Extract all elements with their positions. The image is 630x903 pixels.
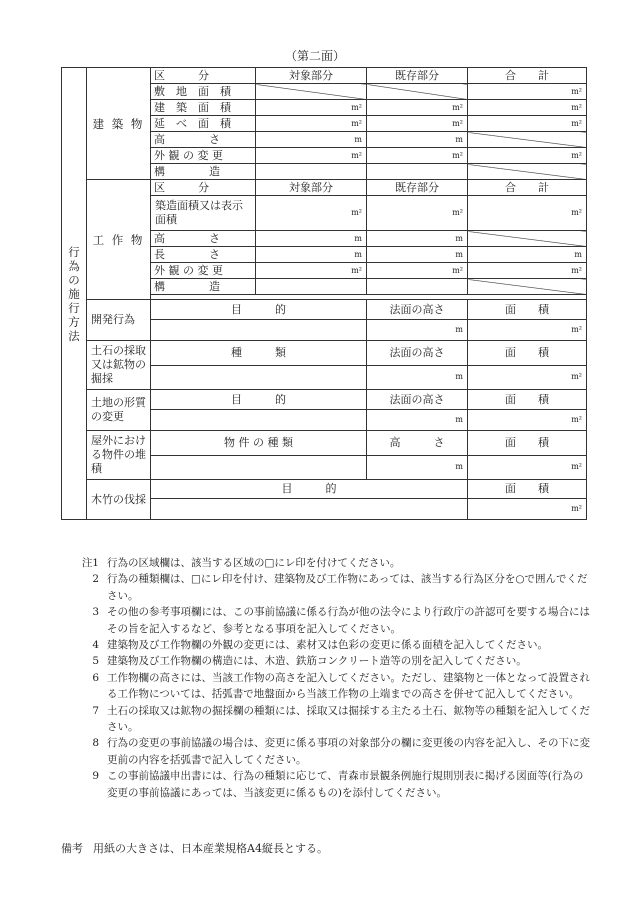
building-header-existing: 既存部分 — [367, 68, 468, 84]
input-cell[interactable] — [151, 410, 367, 431]
note-number: 注1 — [81, 557, 99, 569]
list-item — [61, 703, 591, 736]
list-item — [61, 670, 591, 703]
unit-m[interactable]: m — [256, 247, 367, 263]
structure-header-category: 区 分 — [151, 180, 256, 196]
remarks-text: 用紙の大きさは、日本産業規格A4縦長とする。 — [93, 842, 328, 855]
slash-cell — [256, 84, 367, 100]
unit-m2[interactable]: m² — [367, 263, 468, 279]
note-number: 9 — [92, 770, 99, 783]
unit-m[interactable]: m — [367, 320, 468, 341]
list-item — [61, 571, 591, 604]
outdoor-label: 屋外における物件の堆積 — [87, 431, 151, 480]
bamboo-label: 木竹の伐採 — [87, 480, 151, 520]
note-number: 6 — [92, 671, 99, 684]
building-header-target: 対象部分 — [256, 68, 367, 84]
slash-cell — [468, 132, 587, 148]
structure-header-target: 対象部分 — [256, 180, 367, 196]
development-col-purpose: 目 的 — [151, 300, 367, 320]
unit-m[interactable]: m — [367, 410, 468, 431]
note-text: 行為の区域欄は、該当する区域の□にレ印を付けてください。 — [107, 557, 401, 569]
unit-m[interactable]: m — [367, 247, 468, 263]
row-label: 外 観 の 変 更 — [151, 148, 256, 164]
note-text: その他の参考事項欄には、この事前協議に係る行為が他の法令により行政庁の許認可を要する場合にはその旨を記入するなど、参考となる事項を記入してください。 — [107, 606, 590, 635]
row-label: 高 さ — [151, 132, 256, 148]
input-cell[interactable] — [256, 164, 367, 180]
row-label: 長 さ — [151, 247, 256, 263]
input-cell[interactable] — [151, 320, 367, 341]
input-cell[interactable] — [367, 279, 468, 295]
land-label: 土地の形質の変更 — [87, 390, 151, 431]
unit-m2[interactable]: m² — [256, 100, 367, 116]
page-title: （第二面） — [284, 49, 345, 63]
outdoor-col-height: 高 さ — [367, 431, 468, 456]
note-number: 7 — [92, 704, 99, 717]
note-text: 行為の変更の事前協議の場合は、変更に係る事項の対象部分の欄に変更後の内容を記入し、その下に変更前の内容を括弧書で記入してください。 — [107, 737, 590, 766]
unit-m2[interactable]: m² — [468, 116, 587, 132]
row-label: 構 造 — [151, 164, 256, 180]
list-item — [61, 768, 591, 801]
unit-m[interactable]: m — [468, 247, 587, 263]
application-form-table — [61, 67, 587, 520]
unit-m2[interactable]: m² — [367, 196, 468, 231]
unit-m2[interactable]: m² — [468, 148, 587, 164]
note-text: 建築物及び工作物欄の構造には、木造、鉄筋コンクリート造等の別を記入してください。 — [107, 655, 527, 668]
structure-header-total: 合 計 — [468, 180, 587, 196]
unit-m2[interactable]: m² — [468, 196, 587, 231]
input-cell[interactable] — [367, 164, 468, 180]
note-text: 建築物及び工作物欄の外観の変更には、素材又は色彩の変更に係る面積を記入してください。 — [107, 639, 548, 652]
structure-label: 工 作 物 — [87, 180, 151, 300]
outdoor-col-area: 面 積 — [468, 431, 587, 456]
input-cell[interactable] — [256, 279, 367, 295]
unit-m2[interactable]: m² — [367, 116, 468, 132]
note-number: 2 — [92, 573, 99, 586]
unit-m2[interactable]: m² — [468, 84, 587, 100]
note-number: 8 — [92, 737, 99, 750]
input-cell[interactable] — [151, 365, 367, 390]
development-label: 開発行為 — [87, 300, 151, 341]
input-cell[interactable] — [151, 499, 468, 520]
row-label: 構 造 — [151, 279, 256, 295]
quarry-label: 土石の採取又は鉱物の掘採 — [87, 341, 151, 390]
unit-m2[interactable]: m² — [468, 499, 587, 520]
row-label: 敷 地 面 積 — [151, 84, 256, 100]
row-label: 延 べ 面 積 — [151, 116, 256, 132]
note-number: 5 — [92, 655, 99, 668]
unit-m2[interactable]: m² — [256, 116, 367, 132]
slash-cell — [468, 279, 587, 295]
quarry-col-area: 面 積 — [468, 341, 587, 366]
unit-m2[interactable]: m² — [367, 148, 468, 164]
unit-m2[interactable]: m² — [256, 263, 367, 279]
unit-m2[interactable]: m² — [256, 148, 367, 164]
land-col-area: 面 積 — [468, 390, 587, 410]
note-number: 4 — [92, 639, 99, 652]
unit-m2[interactable]: m² — [468, 320, 587, 341]
row-label: 高 さ — [151, 231, 256, 247]
unit-m[interactable]: m — [256, 231, 367, 247]
quarry-col-slope: 法面の高さ — [367, 341, 468, 366]
notes-section — [61, 555, 591, 801]
bamboo-col-purpose: 目 的 — [151, 480, 468, 499]
list-item — [61, 604, 591, 637]
method-label: 行為の施行方法 — [62, 68, 87, 520]
row-label: 築造面積又は表示面積 — [151, 196, 256, 231]
list-item — [61, 653, 591, 669]
slash-cell — [468, 231, 587, 247]
list-item — [61, 555, 591, 571]
note-text: この事前協議申出書には、行為の種類に応じて、青森市景観条例施行規則別表に掲げる図面等(行為の変更の事前協議にあっては、当該変更に係るもの)を添付してください。 — [107, 770, 584, 799]
land-col-slope: 法面の高さ — [367, 390, 468, 410]
building-header-total: 合 計 — [468, 68, 587, 84]
note-text: 土石の採取又は鉱物の掘採欄の種類には、採取又は掘採する主たる土石、鉱物等の種類を記入してください。 — [107, 704, 590, 734]
land-col-purpose: 目 的 — [151, 390, 367, 410]
structure-header-existing: 既存部分 — [367, 180, 468, 196]
list-item — [61, 735, 591, 768]
unit-m2[interactable]: m² — [468, 455, 587, 480]
unit-m[interactable]: m — [367, 455, 468, 480]
slash-cell — [468, 164, 587, 180]
unit-m[interactable]: m — [367, 365, 468, 390]
development-col-area: 面 積 — [468, 300, 587, 320]
unit-m[interactable]: m — [367, 132, 468, 148]
building-header-category: 区 分 — [151, 68, 256, 84]
unit-m[interactable]: m — [367, 231, 468, 247]
unit-m2[interactable]: m² — [367, 100, 468, 116]
note-text: 行為の種類欄は、□にレ印を付け、建築物及び工作物にあっては、該当する行為区分を○で囲んでください。 — [107, 573, 588, 602]
row-label: 建 築 面 積 — [151, 100, 256, 116]
remarks-label: 備考 — [61, 842, 83, 855]
development-col-slope: 法面の高さ — [367, 300, 468, 320]
unit-m2[interactable]: m² — [468, 365, 587, 390]
unit-m2[interactable]: m² — [468, 410, 587, 431]
note-number: 3 — [92, 606, 99, 619]
unit-m2[interactable]: m² — [256, 196, 367, 231]
unit-m2[interactable]: m² — [468, 263, 587, 279]
building-label: 建 築 物 — [87, 68, 151, 180]
quarry-col-type: 種 類 — [151, 341, 367, 366]
note-text: 工作物欄の高さには、当該工作物の高さを記入してください。ただし、建築物と一体となって設置される工作物については、括弧書で地盤面から当該工作物の上端までの高さを併せて記入してください。 — [107, 671, 590, 701]
list-item — [61, 637, 591, 653]
outdoor-col-type: 物 件 の 種 類 — [151, 431, 367, 456]
input-cell[interactable] — [151, 455, 367, 480]
remarks — [61, 840, 338, 856]
slash-cell — [367, 84, 468, 100]
row-label: 外 観 の 変 更 — [151, 263, 256, 279]
unit-m[interactable]: m — [256, 132, 367, 148]
bamboo-col-area: 面 積 — [468, 480, 587, 499]
unit-m2[interactable]: m² — [468, 100, 587, 116]
